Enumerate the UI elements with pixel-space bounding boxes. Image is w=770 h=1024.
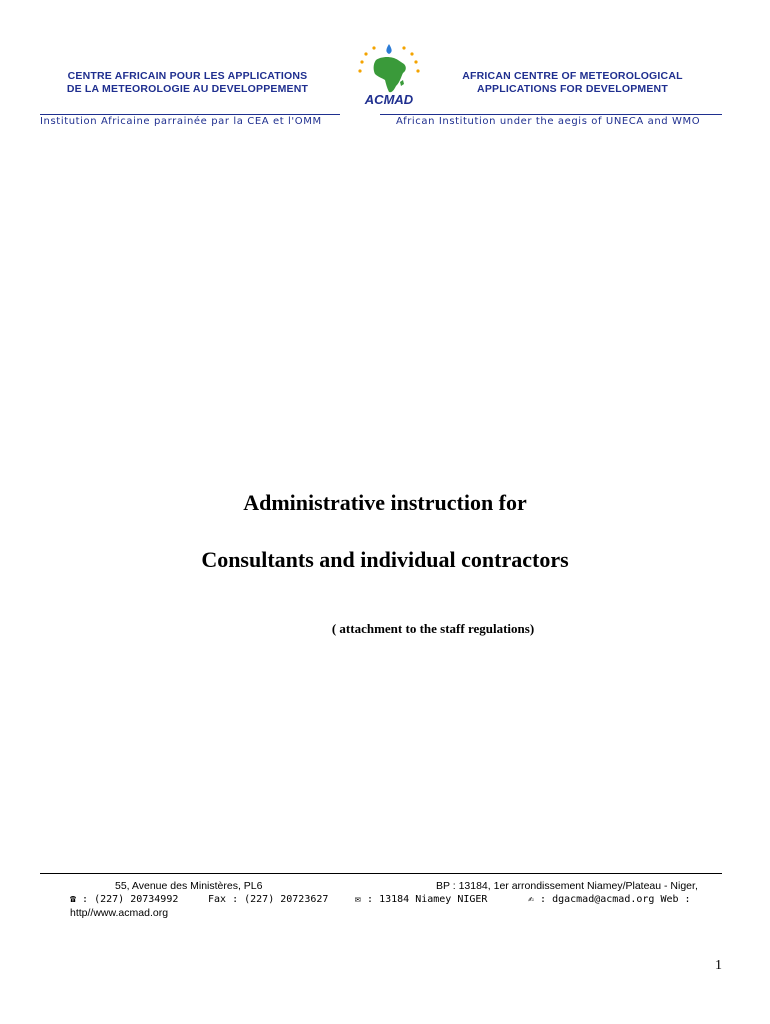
header-right-line2: APPLICATIONS FOR DEVELOPMENT	[477, 83, 668, 95]
attachment-note: ( attachment to the staff regulations)	[331, 621, 535, 636]
header-rule-right	[380, 114, 722, 115]
acmad-logo	[352, 44, 426, 106]
header-rule-left	[40, 114, 340, 115]
footer-address: 55, Avenue des Ministères, PL6	[115, 880, 263, 892]
header-right-line1: AFRICAN CENTRE OF METEOROLOGICAL	[462, 70, 683, 82]
page-number: 1	[715, 958, 722, 973]
header-right	[420, 70, 725, 96]
footer-postal: ✉ : 13184 Niamey NIGER	[355, 894, 488, 905]
footer-phone: ☎ : (227) 20734992	[70, 894, 179, 905]
document-title-line1: Administrative instruction for	[243, 490, 527, 515]
footer-rule	[40, 873, 722, 874]
logo-wordmark: ACMAD	[364, 92, 414, 106]
subheader-right: African Institution under the aegis of UNECA and WMO	[396, 116, 701, 127]
footer-bp: BP : 13184, 1er arrondissement Niamey/Plateau - Niger,	[436, 880, 698, 892]
header-left	[40, 70, 335, 96]
header-left-line2: DE LA METEOROLOGIE AU DEVELOPPEMENT	[66, 83, 309, 95]
header-left-line1: CENTRE AFRICAIN POUR LES APPLICATIONS	[67, 70, 308, 82]
subheader-left: Institution Africaine parrainée par la CEA et l'OMM	[40, 116, 322, 127]
document-title-line2: Consultants and individual contractors	[201, 547, 569, 572]
footer-fax: Fax : (227) 20723627	[208, 894, 329, 905]
footer-email: ✍ : dgacmad@acmad.org Web :	[528, 894, 691, 905]
footer-web-link[interactable]: http//www.acmad.org	[70, 907, 169, 919]
